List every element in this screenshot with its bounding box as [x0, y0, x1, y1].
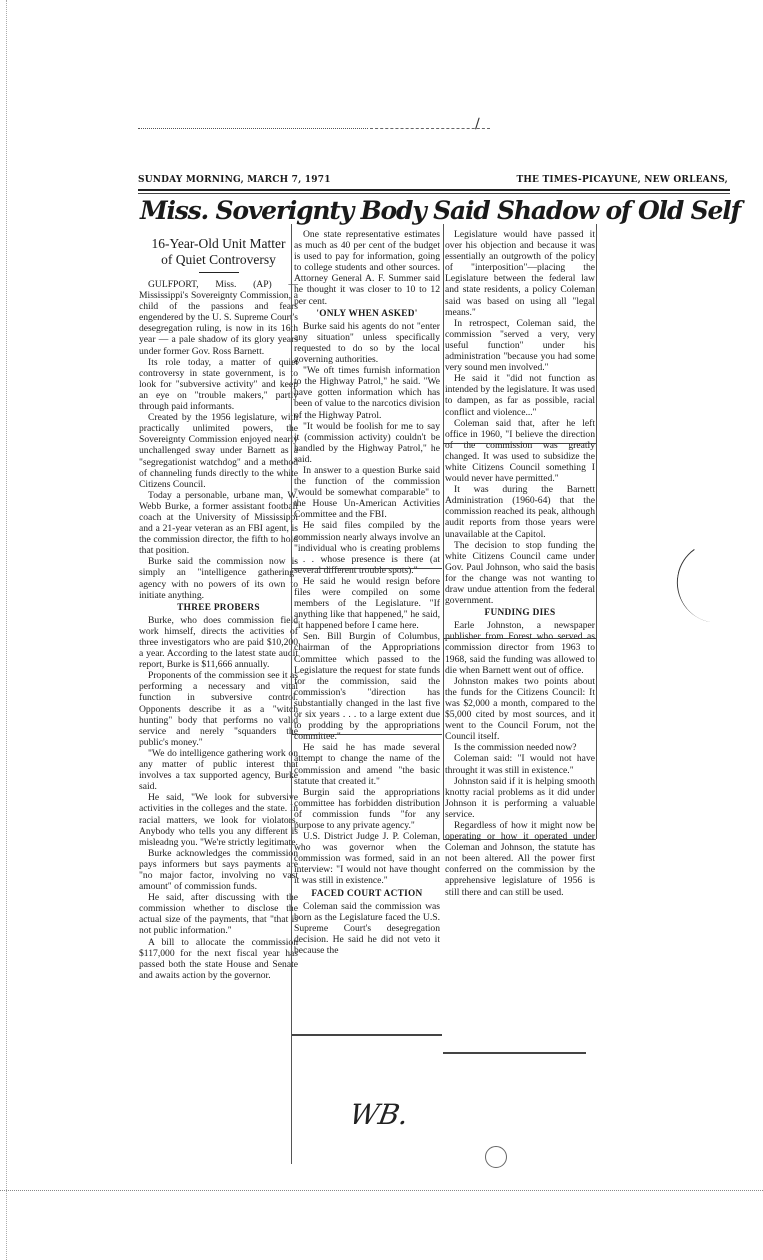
clipping-cut-line [443, 1052, 586, 1054]
deck-line: of Quiet Controversy [161, 252, 276, 267]
headline: Miss. Soverignty Body Said Shadow of Old Self [140, 196, 741, 225]
paragraph: The decision to stop funding the white Citizens Council came under Gov. Paul Johnson, who said the basis for the change was not wanting to draw undue attention from the federal government. [445, 539, 595, 607]
punch-hole-icon [485, 1146, 507, 1168]
deck [139, 236, 298, 268]
paragraph: Is the commission needed now? [454, 742, 577, 754]
paragraph: Burke said his agents do not "enter any situation" unless specifically requested to do so by the local governing authorities. [294, 320, 440, 366]
paragraph: Its role today, a matter of quiet controversy in state government, is to look for "subversive activity" and keep an eye on "trouble makers," partly through paid informants. [139, 356, 298, 413]
paragraph: A bill to allocate the commission $117,000 for the next fiscal year has passed both the state House and Senate and awaits action by the governor. [139, 936, 298, 981]
masthead-rule [138, 189, 730, 191]
masthead-date: SUNDAY MORNING, MARCH 7, 1971 [138, 175, 331, 185]
article-column-2 [294, 229, 440, 956]
paragraph: Proponents of the commission see it as performing a necessary and vital function in subversive control. Opponents describe it as a "witch hunting" body that performs no valid service and nerely "squanders the public's money." [139, 670, 298, 748]
scan-artifact-line [0, 1190, 763, 1191]
scan-artifact-line [370, 128, 490, 129]
paragraph: Coleman said: "I would not have throught it was still in existence." [445, 753, 595, 776]
paragraph: Burke said the commission now is simply an "intelligence gathering" agency with no powers of its own to initiate anything. [139, 556, 298, 601]
deck-rule [199, 272, 239, 273]
paragraph: Coleman said the commission was born as the Legislature faced the U.S. Supreme Court's desegregation decision. He said he did not veto it because the [294, 900, 440, 956]
clipping-cut-line [443, 443, 596, 444]
subhead: 'ONLY WHEN ASKED' [316, 308, 418, 319]
paragraph: He said, "We look for subversive activities in the colleges and the state. In racial matters, we look for violators. Anybody who tells you any different is misleadng you. "We're strictly legitimate. [139, 792, 298, 848]
paragraph: Burgin said the appropriations committee has forbidden distribution of commission funds "for any purpose to any private agency." [294, 786, 440, 831]
paragraph: Earle Johnston, a newspaper publisher from Forest who served as commission director from 1963 to 1968, said the funding was allowed to die when Barnett went out of office. [445, 620, 595, 676]
paragraph: He said files compiled by the commission nearly always involve an "individual who is creating problems . . . whose presence is there (at several different trouble spots)." [294, 520, 440, 576]
paragraph: "We do intelligence gathering work on any matter of public interest that involves a tax supported agency, Burke said. [139, 747, 298, 793]
subhead: FUNDING DIES [484, 608, 556, 619]
column-divider [291, 224, 292, 1164]
paragraph: Johnston said if it is helping smooth knotty racial problems as it did under Johnson it is performing a valuable service. [445, 775, 595, 820]
paragraph: It was during the Barnett Administration (1960-64) that the commission reached its peak, although audit reports from those years were unavailable at the Capitol. [445, 484, 595, 540]
paragraph: One state representative estimates as much as 40 per cent of the budget is used to pay for information, going to college students and other sources. Attorney General A. F. Summer said he thought it was closer to 10 to 12 per cent. [294, 229, 440, 307]
paragraph: Regardless of how it might now be operating or how it operated under Coleman and Johnson, the statute has not been altered. All the power first conferred on the commission by the apprehensive legislature of 1956 is still there and can still be used. [445, 819, 595, 898]
scan-artifact-line [138, 128, 368, 129]
clipping-cut-line [443, 839, 596, 840]
paragraph: In retrospect, Coleman said, the commission "served a very, very useful function" under his administration "because you had some very sound men involved." [445, 317, 595, 374]
masthead-paper: THE TIMES-PICAYUNE, NEW ORLEANS, [516, 175, 728, 185]
scan-edge [6, 0, 7, 1260]
subhead: FACED COURT ACTION [311, 888, 423, 899]
article-column-1 [139, 236, 298, 981]
paragraph: He said it "did not function as intended by the legislature. It was used to dampen, as far as possible, racial conflict and violence..." [445, 373, 595, 418]
subhead: THREE PROBERS [177, 602, 260, 613]
paragraph: U.S. District Judge J. P. Coleman, who was governor when the commission was formed, said in an interview: "I would not have thought it was still in existence." [294, 831, 440, 887]
paragraph: Burke acknowledges the commission pays informers but says payments are "no major factor, involving no vast amount" of commission funds. [139, 847, 298, 893]
column-divider [443, 224, 444, 839]
paragraph: "It would be foolish for me to say it (commission activity) couldn't be handled by the Highway Patrol," he said. [294, 420, 440, 465]
paragraph: He said, after discussing with the commission whether to disclose the actual size of the payments, that "that is not public information." [139, 892, 298, 937]
paragraph: He said he has made several attempt to change the name of the commission and amend "the basic statute that created it." [294, 742, 440, 787]
masthead-rule [138, 193, 730, 194]
paragraph: In answer to a question Burke said the function of the commission "would be somewhat comparable" to the House Un-American Activities Committee and the FBI. [294, 464, 440, 521]
column-border [596, 224, 597, 839]
paragraph: GULFPORT, Miss. (AP) — Mississippi's Sovereignty Commission, a child of the passions and fears engendered by the U. S. Supreme Court's desegregation ruling, is now in its 16th year — a pale shadow of its glory years under former Gov. Ross Barnett. [139, 279, 298, 357]
paragraph: Johnston makes two points about the funds for the Citizens Council: It was $2,000 a month, compared to the $5,000 cited by most sources, and it went to the Council Forum, not the Council itself. [445, 675, 595, 743]
pen-arc-mark [670, 535, 744, 625]
paragraph: Legislature would have passed it over his objection and because it was essentially an outgrowth of the policy of "interposition"—placing the Legislature between the federal law and state residents, a policy Coleman said was based on using all "legal means." [445, 229, 595, 318]
clipping-cut-line [292, 568, 442, 569]
paragraph: He said he would resign before files were compiled on some members of the Legislature. "If anything like that happened," he said, "it happened before I came here. [294, 575, 440, 632]
paragraph: Burke, who does commission field work himself, directs the activities of three investigators who are paid $10,200 a year. According to the latest state audit report, Burke is $11,666 annually. [139, 614, 298, 671]
article-column-3 [445, 229, 595, 898]
paragraph: Sen. Bill Burgin of Columbus, chairman of the Appropriations Committee which passed to the Legislature the request for state funds for the commission, said the commission's "direction has substantially changed in the last five or six years . . . to a large extent due to prodding by the appropriations committee." [294, 631, 440, 743]
paragraph: Today a personable, urbane man, W. Webb Burke, a former assistant football coach at the University of Mississippi and a 21-year veteran as an FBI agent, is the commission director, the fifth to hold that position. [139, 489, 298, 557]
clipping-cut-line [292, 1034, 442, 1036]
clipping-cut-line [443, 638, 596, 639]
clipping-cut-line [292, 734, 442, 735]
paragraph: Created by the 1956 legislature, with practically unlimited powers, the Sovereignty Commission enjoyed nearly unchallenged sway under Barnett as a "segregationist watchdog" and a method of channeling funds directly to the white Citizens Council. [139, 412, 298, 490]
pen-mark-icon: ∕ [475, 116, 480, 132]
handwritten-initials: WB. [347, 1098, 412, 1131]
deck-line: 16-Year-Old Unit Matter [151, 236, 286, 251]
paragraph: Coleman said that, after he left office in 1960, "I believe the direction of the commission was greatly changed. It was used to subsidize the white Citizens Council something I would never have permitted." [445, 417, 595, 485]
paragraph: "We oft times furnish information to the Highway Patrol," he said. "We have gotten information which has been of value to the narcotics division of the Highway Patrol. [294, 365, 440, 421]
